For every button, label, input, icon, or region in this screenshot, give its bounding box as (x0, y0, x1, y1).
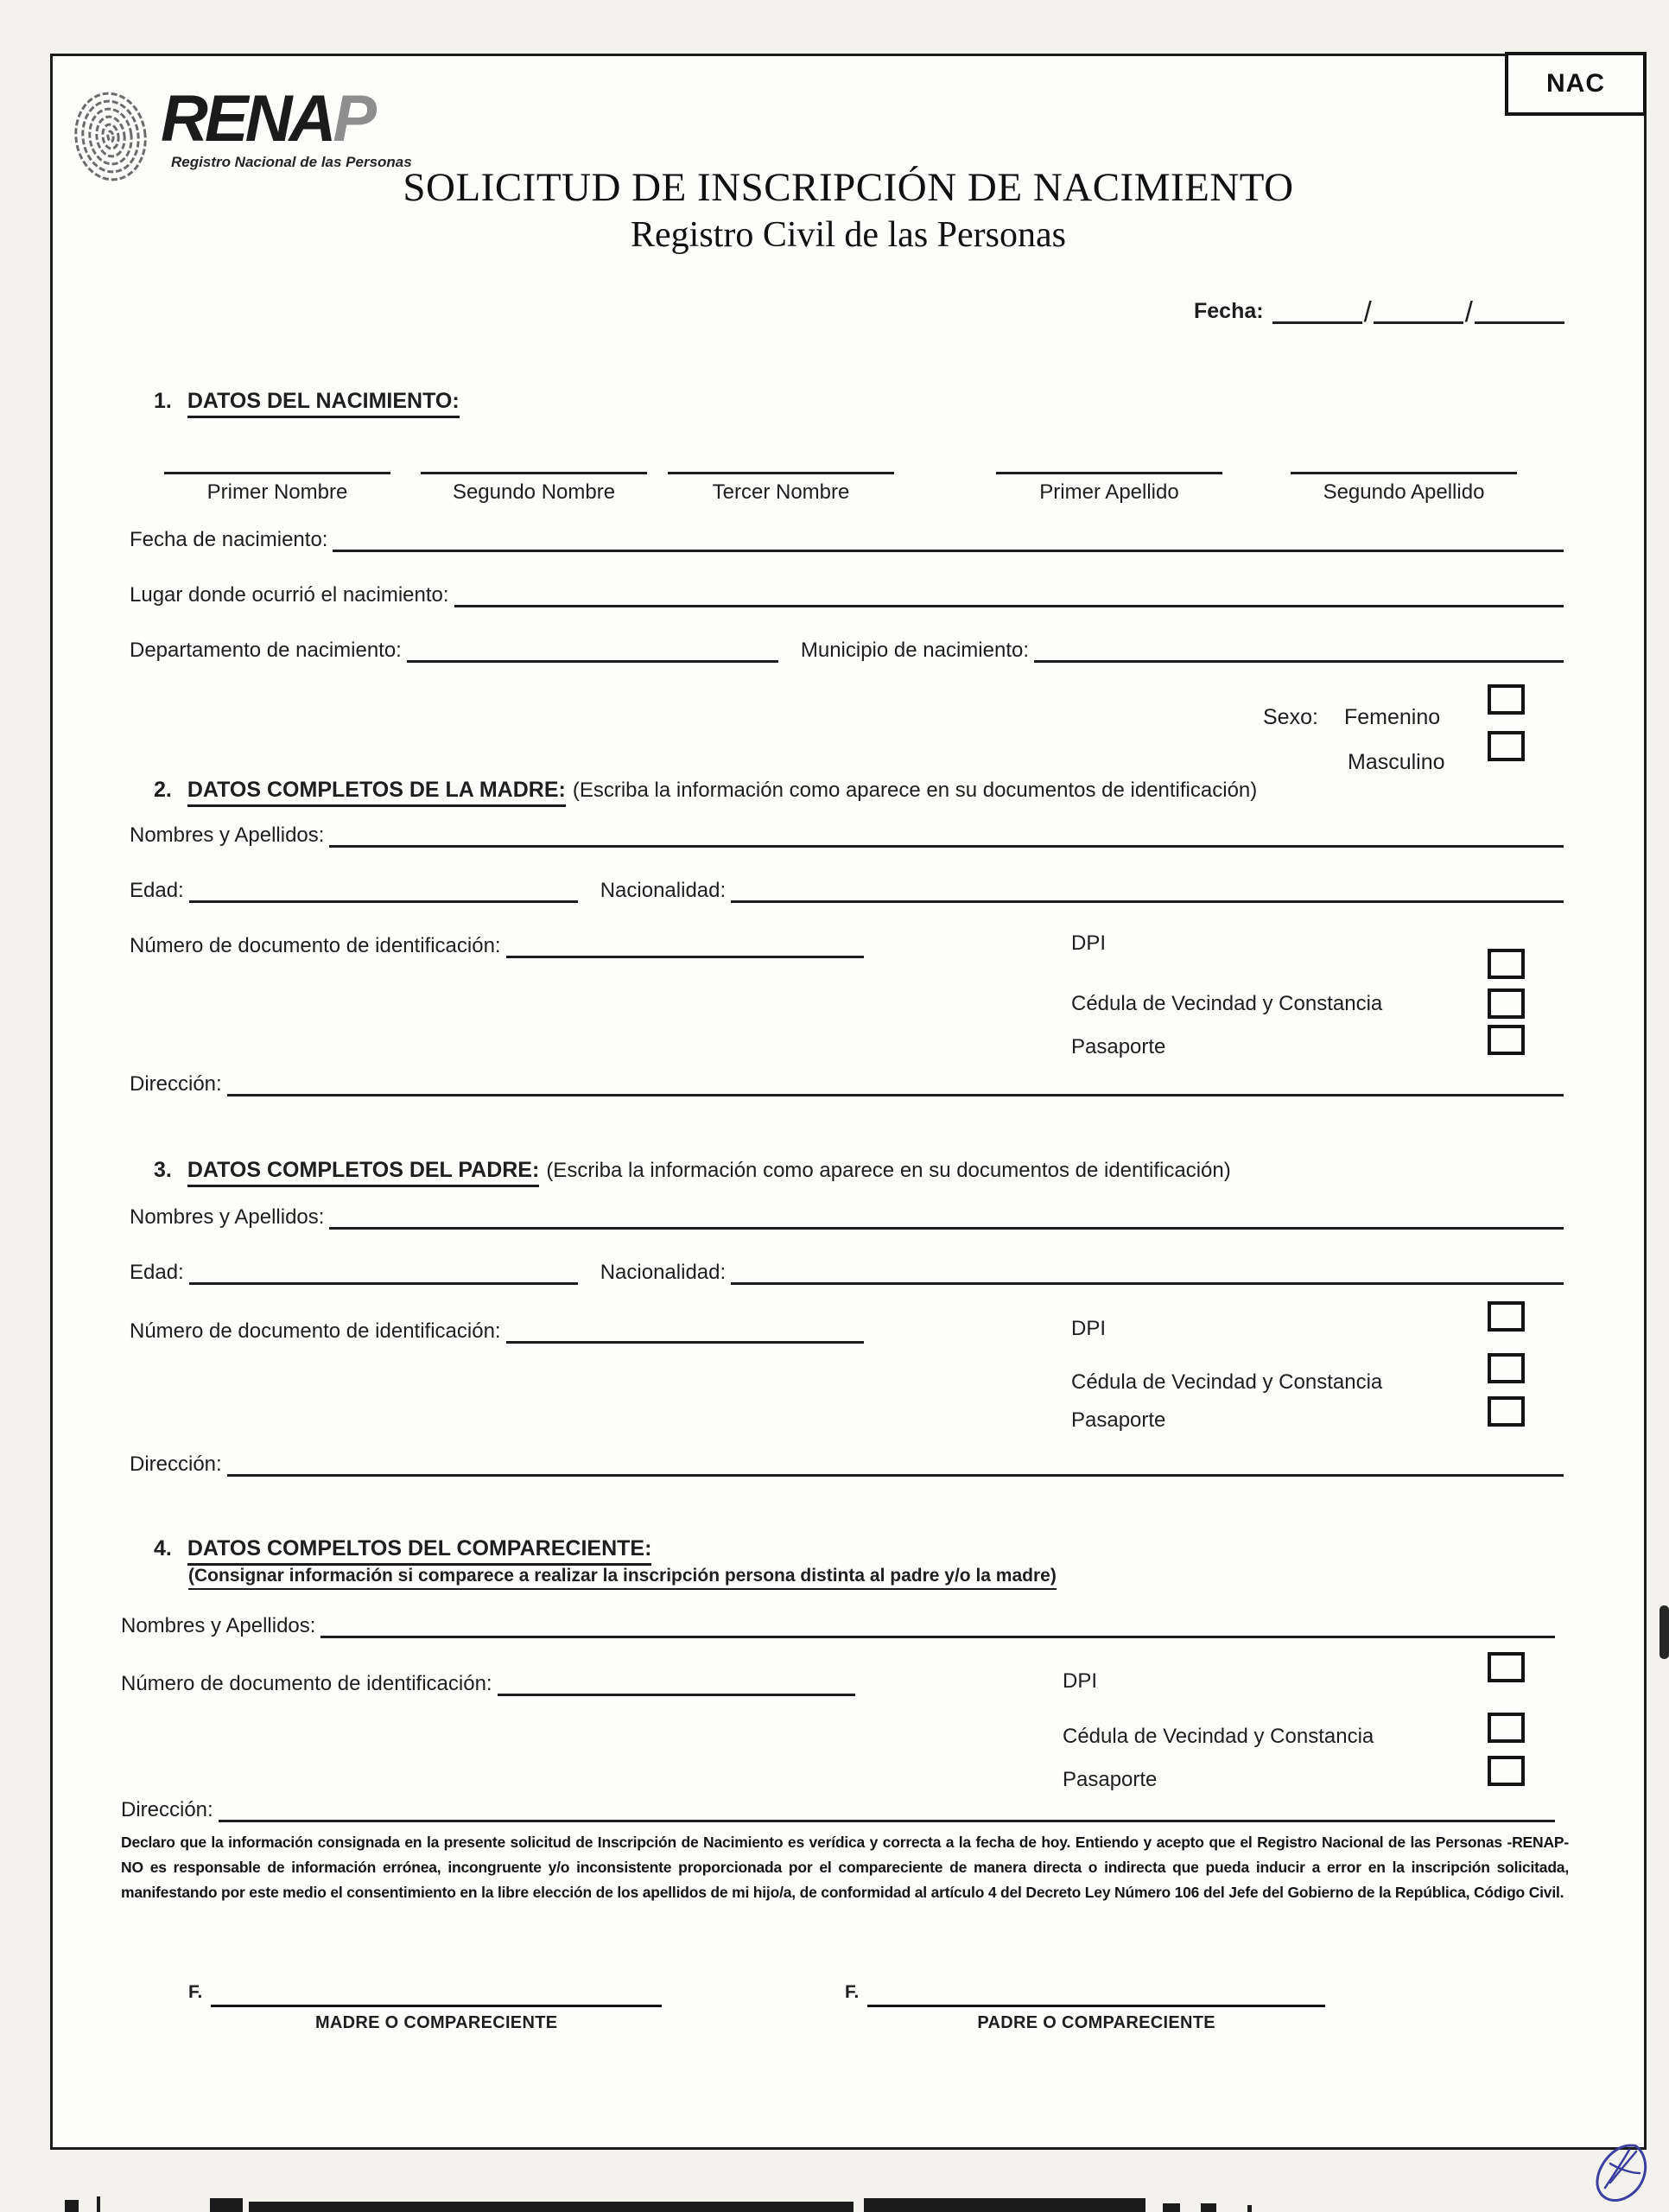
row-padre-nombres (130, 1203, 1564, 1230)
form-code-badge (1505, 52, 1647, 116)
label-padre-nacionalidad: Nacionalidad: (600, 1261, 727, 1284)
label-primer-nombre: Primer Nombre (206, 480, 348, 504)
line-padre-documento[interactable] (506, 1317, 864, 1344)
renap-logo-last-letter: P (333, 82, 374, 156)
line-birth-date[interactable] (333, 525, 1564, 552)
scan-bottom-artifact (97, 2196, 100, 2212)
line-madre-edad[interactable] (189, 876, 578, 903)
label-sex-male: Masculino (1348, 750, 1445, 774)
line-compareciente-nombres[interactable] (320, 1611, 1555, 1638)
row-compareciente-nombres (121, 1611, 1555, 1638)
scan-bottom-artifact (1163, 2203, 1180, 2212)
section2-number: 2. (154, 778, 172, 802)
renap-logo-tagline: Registro Nacional de las Personas (171, 154, 412, 170)
label-padre-nombres: Nombres y Apellidos: (130, 1205, 325, 1229)
label-compareciente-documento: Número de documento de identificación: (121, 1672, 492, 1695)
label-madre-edad: Edad: (130, 879, 184, 902)
label-municipality: Municipio de nacimiento: (800, 639, 1029, 662)
date-month-line[interactable] (1374, 297, 1463, 324)
declaration-paragraph: Declaro que la información consignada en la presente solicitud de Inscripción de Nacimiento es verídica y correcta a la fecha de hoy. Entiendo y acepto que el Registro Nacional de las Personas -RENAP- NO es responsable de información errónea, incongruente y/o inconsistente proporcionada por el compareciente de manera directa o indirecta que pueda inducir a error en la inscripción solicitada, manifestando por este medio el consentimiento en la libre elección de los apellidos de mi hijo/a, de conformidad al artículo 4 del Decreto Ley Número 106 del Jefe del Gobierno de la República, Código Civil. (121, 1834, 1569, 1901)
label-padre-dpi: DPI (1071, 1317, 1107, 1340)
renap-logo (161, 82, 374, 156)
line-municipality[interactable] (1034, 636, 1564, 663)
checkbox-compareciente-pasaporte[interactable] (1488, 1756, 1525, 1786)
signature-f-label: F. (845, 1982, 860, 2002)
label-padre-direccion: Dirección: (130, 1452, 222, 1476)
section1-heading (154, 389, 460, 418)
row-madre-edad-nacionalidad (130, 876, 1564, 903)
checkbox-madre-cedula[interactable] (1488, 988, 1525, 1019)
label-madre-dpi: DPI (1071, 931, 1107, 955)
line-segundo-nombre[interactable] (421, 446, 647, 474)
row-madre-nombres (130, 821, 1564, 848)
line-padre-direccion[interactable] (227, 1450, 1564, 1477)
section1-title: DATOS DEL NACIMIENTO: (187, 389, 460, 418)
line-madre-documento[interactable] (506, 931, 864, 958)
signature-caption-madre: MADRE O COMPARECIENTE (314, 2013, 558, 2032)
line-madre-nacionalidad[interactable] (731, 876, 1564, 903)
row-padre-edad-nacionalidad (130, 1258, 1564, 1285)
signature-padre (845, 1982, 1325, 2033)
scan-bottom-artifact (210, 2198, 243, 2212)
section3-note: (Escriba la información como aparece en su documentos de identificación) (546, 1159, 1231, 1182)
line-padre-nacionalidad[interactable] (731, 1258, 1564, 1285)
label-compareciente-cedula: Cédula de Vecindad y Constancia (1063, 1725, 1374, 1748)
line-madre-direccion[interactable] (227, 1070, 1564, 1096)
line-madre-nombres[interactable] (329, 821, 1564, 848)
name-column-segundo-nombre (421, 446, 647, 505)
form-code-text: NAC (1546, 69, 1605, 98)
section1-number: 1. (154, 389, 172, 413)
label-birth-date: Fecha de nacimiento: (130, 528, 328, 551)
label-sex-female: Femenino (1344, 705, 1441, 729)
section2-title: DATOS COMPLETOS DE LA MADRE: (187, 778, 566, 807)
line-department[interactable] (407, 636, 778, 663)
section3-title: DATOS COMPLETOS DEL PADRE: (187, 1158, 539, 1187)
label-primer-apellido: Primer Apellido (1039, 480, 1179, 504)
section2-note: (Escriba la información como aparece en su documentos de identificación) (572, 779, 1258, 802)
signature-line-madre[interactable] (211, 1982, 662, 2007)
label-compareciente-pasaporte: Pasaporte (1063, 1768, 1158, 1791)
label-padre-edad: Edad: (130, 1261, 184, 1284)
scan-bottom-artifact (65, 2200, 79, 2212)
line-primer-apellido[interactable] (996, 446, 1222, 474)
line-compareciente-direccion[interactable] (219, 1796, 1555, 1822)
row-compareciente-direccion (121, 1796, 1555, 1822)
checkbox-padre-pasaporte[interactable] (1488, 1396, 1525, 1427)
row-compareciente-documento (121, 1669, 855, 1696)
label-madre-pasaporte: Pasaporte (1071, 1035, 1166, 1058)
label-compareciente-dpi: DPI (1063, 1669, 1098, 1693)
checkbox-madre-pasaporte[interactable] (1488, 1025, 1525, 1055)
name-column-tercer-nombre (668, 446, 894, 505)
label-birth-place: Lugar donde ocurrió el nacimiento: (130, 583, 449, 607)
scan-bottom-artifact (864, 2198, 1145, 2212)
section3-heading (154, 1158, 1231, 1187)
scan-bottom-artifact (249, 2202, 854, 2212)
line-compareciente-documento[interactable] (498, 1669, 855, 1696)
ink-scribble (1584, 2138, 1660, 2212)
checkbox-compareciente-dpi[interactable] (1488, 1652, 1525, 1682)
label-padre-cedula: Cédula de Vecindad y Constancia (1071, 1370, 1383, 1394)
section3-number: 3. (154, 1158, 172, 1182)
row-padre-direccion (130, 1450, 1564, 1477)
label-department: Departamento de nacimiento: (130, 639, 402, 662)
date-separator: / (1464, 295, 1473, 327)
checkbox-padre-dpi[interactable] (1488, 1301, 1525, 1332)
row-birth-place (130, 581, 1564, 607)
line-padre-edad[interactable] (189, 1258, 578, 1285)
date-year-line[interactable] (1475, 297, 1564, 324)
row-padre-documento (130, 1317, 864, 1344)
label-madre-documento: Número de documento de identificación: (130, 934, 501, 957)
name-column-segundo-apellido (1291, 446, 1517, 505)
signature-caption-padre: PADRE O COMPARECIENTE (977, 2013, 1215, 2032)
section4-number: 4. (154, 1536, 172, 1560)
label-madre-nacionalidad: Nacionalidad: (600, 879, 727, 902)
label-segundo-nombre: Segundo Nombre (452, 480, 616, 504)
signature-line-padre[interactable] (867, 1982, 1325, 2007)
scan-bottom-artifact (1201, 2203, 1216, 2212)
line-tercer-nombre[interactable] (668, 446, 894, 474)
section2-heading (154, 778, 1257, 807)
checkbox-sex-male[interactable] (1488, 731, 1525, 761)
scan-edge-artifact (1659, 1605, 1669, 1659)
line-birth-place[interactable] (454, 581, 1564, 607)
form-subtitle: Registro Civil de las Personas (631, 215, 1066, 255)
label-compareciente-nombres: Nombres y Apellidos: (121, 1614, 316, 1637)
renap-logo-main: RENA (161, 82, 333, 156)
line-padre-nombres[interactable] (329, 1203, 1564, 1230)
checkbox-padre-cedula[interactable] (1488, 1353, 1525, 1383)
row-birth-date (130, 525, 1564, 552)
section4-heading (154, 1536, 651, 1566)
label-madre-cedula: Cédula de Vecindad y Constancia (1071, 992, 1383, 1015)
date-day-line[interactable] (1272, 297, 1362, 324)
line-segundo-apellido[interactable] (1291, 446, 1517, 474)
date-row (1194, 295, 1564, 327)
label-tercer-nombre: Tercer Nombre (712, 480, 850, 504)
label-segundo-apellido: Segundo Apellido (1323, 480, 1485, 504)
row-department-municipality (130, 636, 1564, 663)
name-column-primer-apellido (996, 446, 1222, 505)
section4-title: DATOS COMPELTOS DEL COMPARECIENTE: (187, 1536, 652, 1566)
row-madre-documento (130, 931, 864, 958)
line-primer-nombre[interactable] (164, 446, 390, 474)
scan-bottom-artifact (1247, 2205, 1252, 2212)
label-madre-direccion: Dirección: (130, 1072, 222, 1096)
signature-f-label: F. (188, 1982, 203, 2002)
name-column-primer-nombre (164, 446, 390, 505)
section4-note: (Consignar información si comparece a realizar la inscripción persona distinta al padre y/o la madre) (188, 1566, 1057, 1590)
label-sex: Sexo: (1263, 705, 1318, 729)
signature-madre (188, 1982, 662, 2033)
label-padre-pasaporte: Pasaporte (1071, 1408, 1166, 1432)
label-padre-documento: Número de documento de identificación: (130, 1319, 501, 1343)
row-madre-direccion (130, 1070, 1564, 1096)
checkbox-sex-female[interactable] (1488, 684, 1525, 715)
label-madre-nombres: Nombres y Apellidos: (130, 823, 325, 847)
checkbox-madre-dpi[interactable] (1488, 949, 1525, 979)
checkbox-compareciente-cedula[interactable] (1488, 1713, 1525, 1743)
date-separator: / (1363, 295, 1372, 327)
form-title: SOLICITUD DE INSCRIPCIÓN DE NACIMIENTO (403, 165, 1294, 210)
label-compareciente-direccion: Dirección: (121, 1798, 213, 1821)
date-label: Fecha: (1194, 299, 1264, 323)
